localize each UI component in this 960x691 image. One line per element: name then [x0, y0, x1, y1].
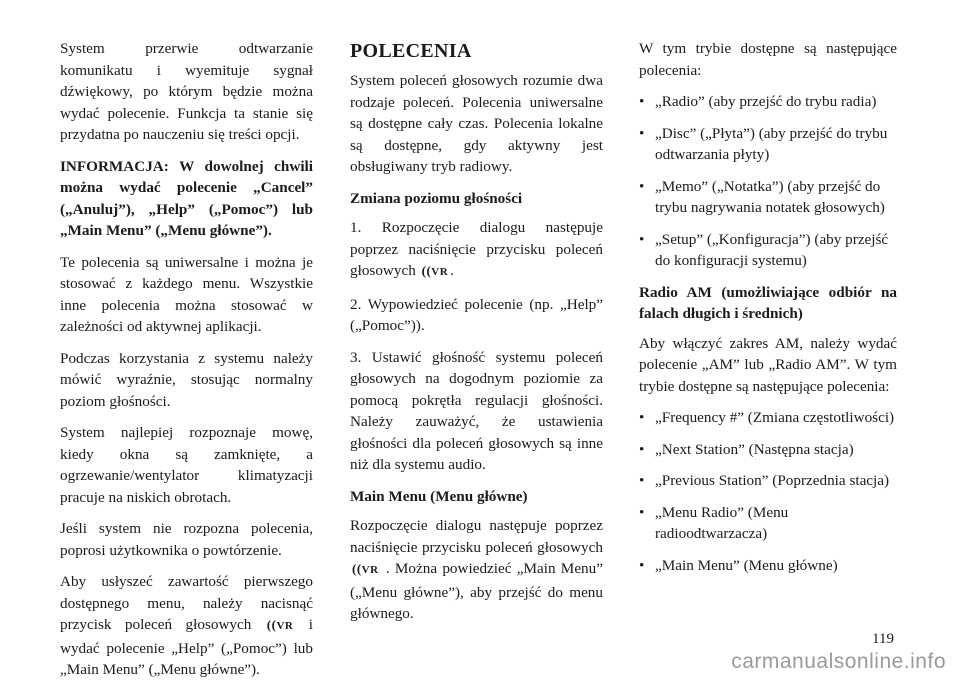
- subheading-volume: Zmiana poziomu głośności: [350, 189, 523, 207]
- subheading-radio-am: Radio AM (umożliwiające odbiór na falach długich i średnich): [639, 283, 897, 322]
- list-item: • „Menu Radio” (Menu radioodtwarzacza): [639, 502, 897, 545]
- list-item: • „Disc” („Płyta”) (aby przejść do trybu odtwarzania płyty): [639, 123, 897, 166]
- text-part: .: [450, 262, 454, 280]
- paragraph: Aby włączyć zakres AM, należy wydać polecenie „AM” lub „Radio AM”. W tym trybie dostępne są następujące polecenia:: [639, 334, 897, 395]
- step-3: 3. Ustawić głośność systemu poleceń głosowych na dogodnym poziomie za pomocą pokrętła regulacji głośności. Należy zauważyć, że ustawienia głośności dla poleceń głosowych są inne niż dla systemu audio.: [350, 348, 603, 473]
- list-item: • „Next Station” (Następna stacja): [639, 439, 897, 461]
- list-item: • „Main Menu” (Menu główne): [639, 555, 897, 577]
- subheading-main-menu: Main Menu (Menu główne): [350, 487, 528, 505]
- paragraph: Te polecenia są uniwersalne i można je stosować z każdego menu. Wszystkie inne polecenia można stosować w zależności od aktywnej aplikacji.: [60, 253, 313, 335]
- voice-recognition-icon: ((VR: [421, 263, 449, 278]
- paragraph-voice-button: [60, 571, 313, 681]
- paragraph-main-menu: [350, 515, 603, 625]
- paragraph: System przerwie odtwarzanie komunikatu i wyemituje sygnał dźwiękowy, po którym będzie można wydać polecenie. Funkcja ta stanie się przydatna po nauczeniu się treści opcji.: [60, 40, 313, 143]
- text-part: 1. Rozpoczęcie dialogu następuje poprzez naciśnięcie przycisku poleceń głosowych: [350, 219, 603, 280]
- voice-recognition-icon: ((VR: [266, 617, 294, 632]
- voice-recognition-icon: ((VR: [352, 561, 379, 576]
- step-1: [350, 217, 603, 284]
- list-item: • „Memo” („Notatka”) (aby przejść do trybu nagrywania notatek głosowych): [639, 176, 897, 219]
- list-item: • „Radio” (aby przejść do trybu radia): [639, 91, 897, 113]
- watermark: carmanualsonline.info: [731, 650, 946, 673]
- text-part: Rozpoczęcie dialogu następuje poprzez naciśnięcie przycisku poleceń głosowych: [350, 517, 603, 556]
- text-part: . Można powiedzieć „Main Menu” („Menu główne”), aby przejść do menu głównego.: [350, 560, 603, 622]
- command-list-2: [639, 407, 897, 576]
- page-number: 119: [872, 631, 894, 647]
- step-2: 2. Wypowiedzieć polecenie (np. „Help” („Pomoc”)).: [350, 295, 603, 334]
- column-3: [639, 38, 897, 586]
- list-item: • „Setup” („Konfiguracja”) (aby przejść do konfiguracji systemu): [639, 229, 897, 272]
- list-item: • „Previous Station” (Poprzednia stacja): [639, 470, 897, 492]
- information-note: INFORMACJA: W dowolnej chwili można wydać polecenie „Cancel” („Anuluj”), „Help” („Pomoc”) lub „Main Menu” („Menu główne”).: [60, 157, 313, 239]
- list-item: • „Frequency #” (Zmiana częstotliwości): [639, 407, 897, 429]
- section-heading: POLECENIA: [350, 40, 472, 62]
- text-part: Aby usłyszeć zawartość pierwszego dostępnego menu, należy nacisnąć przycisk poleceń głosowych: [60, 573, 313, 634]
- paragraph: Podczas korzystania z systemu należy mówić wyraźnie, stosując normalny poziom głośności.: [60, 349, 313, 410]
- text-part: i wydać polecenie „Help” („Pomoc”) lub „Main Menu” („Menu główne”).: [60, 616, 314, 678]
- column-1: [60, 38, 313, 691]
- paragraph: System poleceń głosowych rozumie dwa rodzaje poleceń. Polecenia uniwersalne są dostępne cały czas. Polecenia lokalne są dostępne, gdy aktywny jest obsługiwany tryb radiowy.: [350, 72, 603, 175]
- command-list-1: [639, 91, 897, 272]
- intro-paragraph: W tym trybie dostępne są następujące polecenia:: [639, 40, 897, 79]
- paragraph: System najlepiej rozpoznaje mowę, kiedy okna są zamknięte, a ogrzewanie/wentylator klimatyzacji pracuje na niskich obrotach.: [60, 424, 313, 506]
- column-2: [350, 38, 603, 635]
- paragraph: Jeśli system nie rozpozna polecenia, poprosi użytkownika o powtórzenie.: [60, 520, 313, 559]
